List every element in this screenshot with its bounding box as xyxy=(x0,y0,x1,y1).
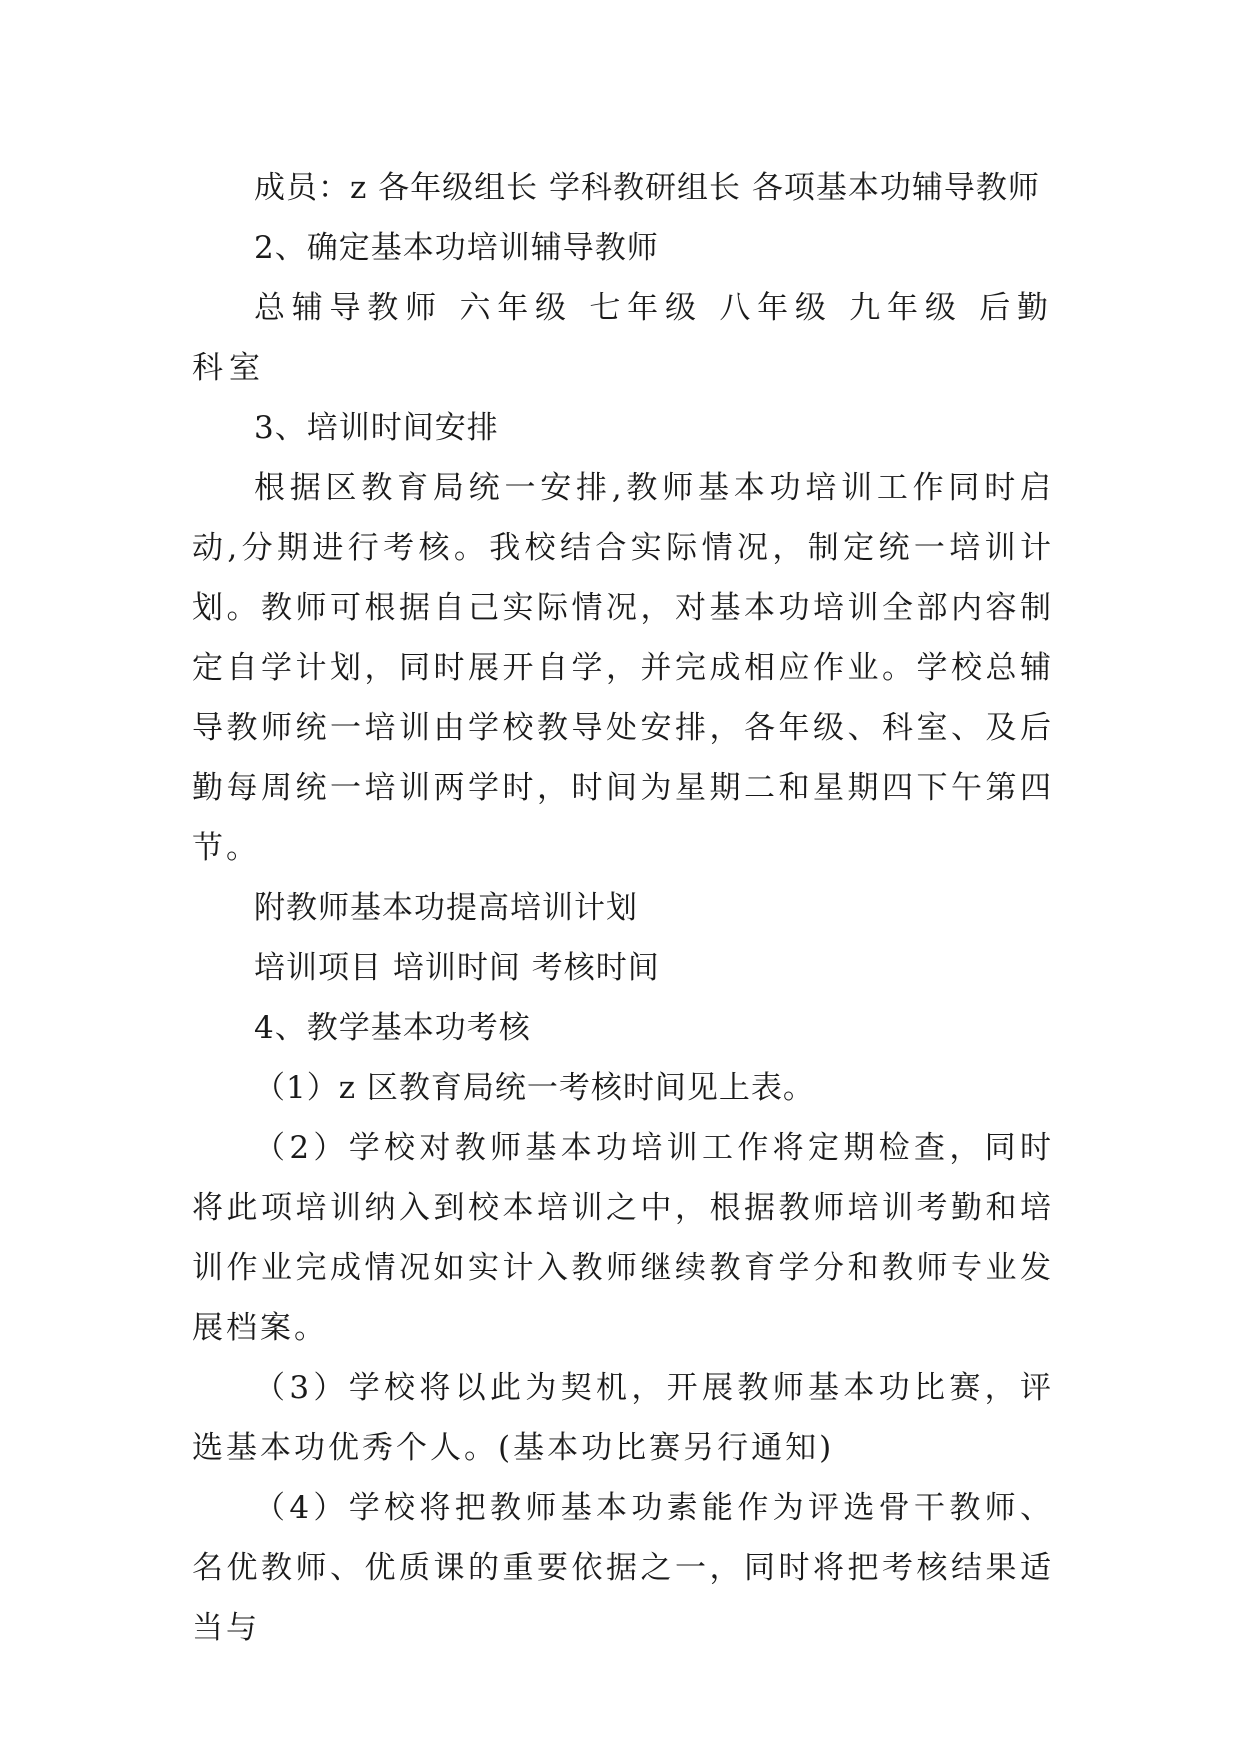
list-item-assessment-3: （3）学校将以此为契机，开展教师基本功比赛，评选基本功优秀个人。(基本功比赛另行通知) xyxy=(192,1370,1054,1466)
list-item-assessment-2: （2）学校对教师基本功培训工作将定期检查，同时将此项培训纳入到校本培训之中，根据教师培训考勤和培训作业完成情况如实计入教师继续教育学分和教师专业发展档案。 xyxy=(192,1130,1054,1346)
list-item-assessment-1: （1）z 区教育局统一考核时间见上表。 xyxy=(254,1070,815,1106)
paragraph-members: 成员：z 各年级组长 学科教研组长 各项基本功辅导教师 xyxy=(254,170,1040,206)
heading-assessment: 4、教学基本功考核 xyxy=(254,1010,531,1046)
list-item-assessment-4: （4）学校将把教师基本功素能作为评选骨干教师、名优教师、优质课的重要依据之一，同时将把考核结果适当与 xyxy=(192,1490,1054,1646)
document-body xyxy=(192,158,1054,1658)
paragraph-tutor-list: 总辅导教师 六年级 七年级 八年级 九年级 后勤 科室 xyxy=(192,290,1054,386)
paragraph-plan-columns: 培训项目 培训时间 考核时间 xyxy=(254,950,660,986)
heading-assign-tutors: 2、确定基本功培训辅导教师 xyxy=(254,230,659,266)
heading-schedule: 3、培训时间安排 xyxy=(254,410,499,446)
paragraph-attached-plan: 附教师基本功提高培训计划 xyxy=(254,890,638,926)
paragraph-schedule-details: 根据区教育局统一安排,教师基本功培训工作同时启动,分期进行考核。我校结合实际情况，制定统一培训计划。教师可根据自己实际情况，对基本功培训全部内容制定自学计划，同时展开自学，并完成相应作业。学校总辅导教师统一培训由学校教导处安排，各年级、科室、及后勤每周统一培训两学时，时间为星期二和星期四下午第四节。 xyxy=(192,470,1054,866)
